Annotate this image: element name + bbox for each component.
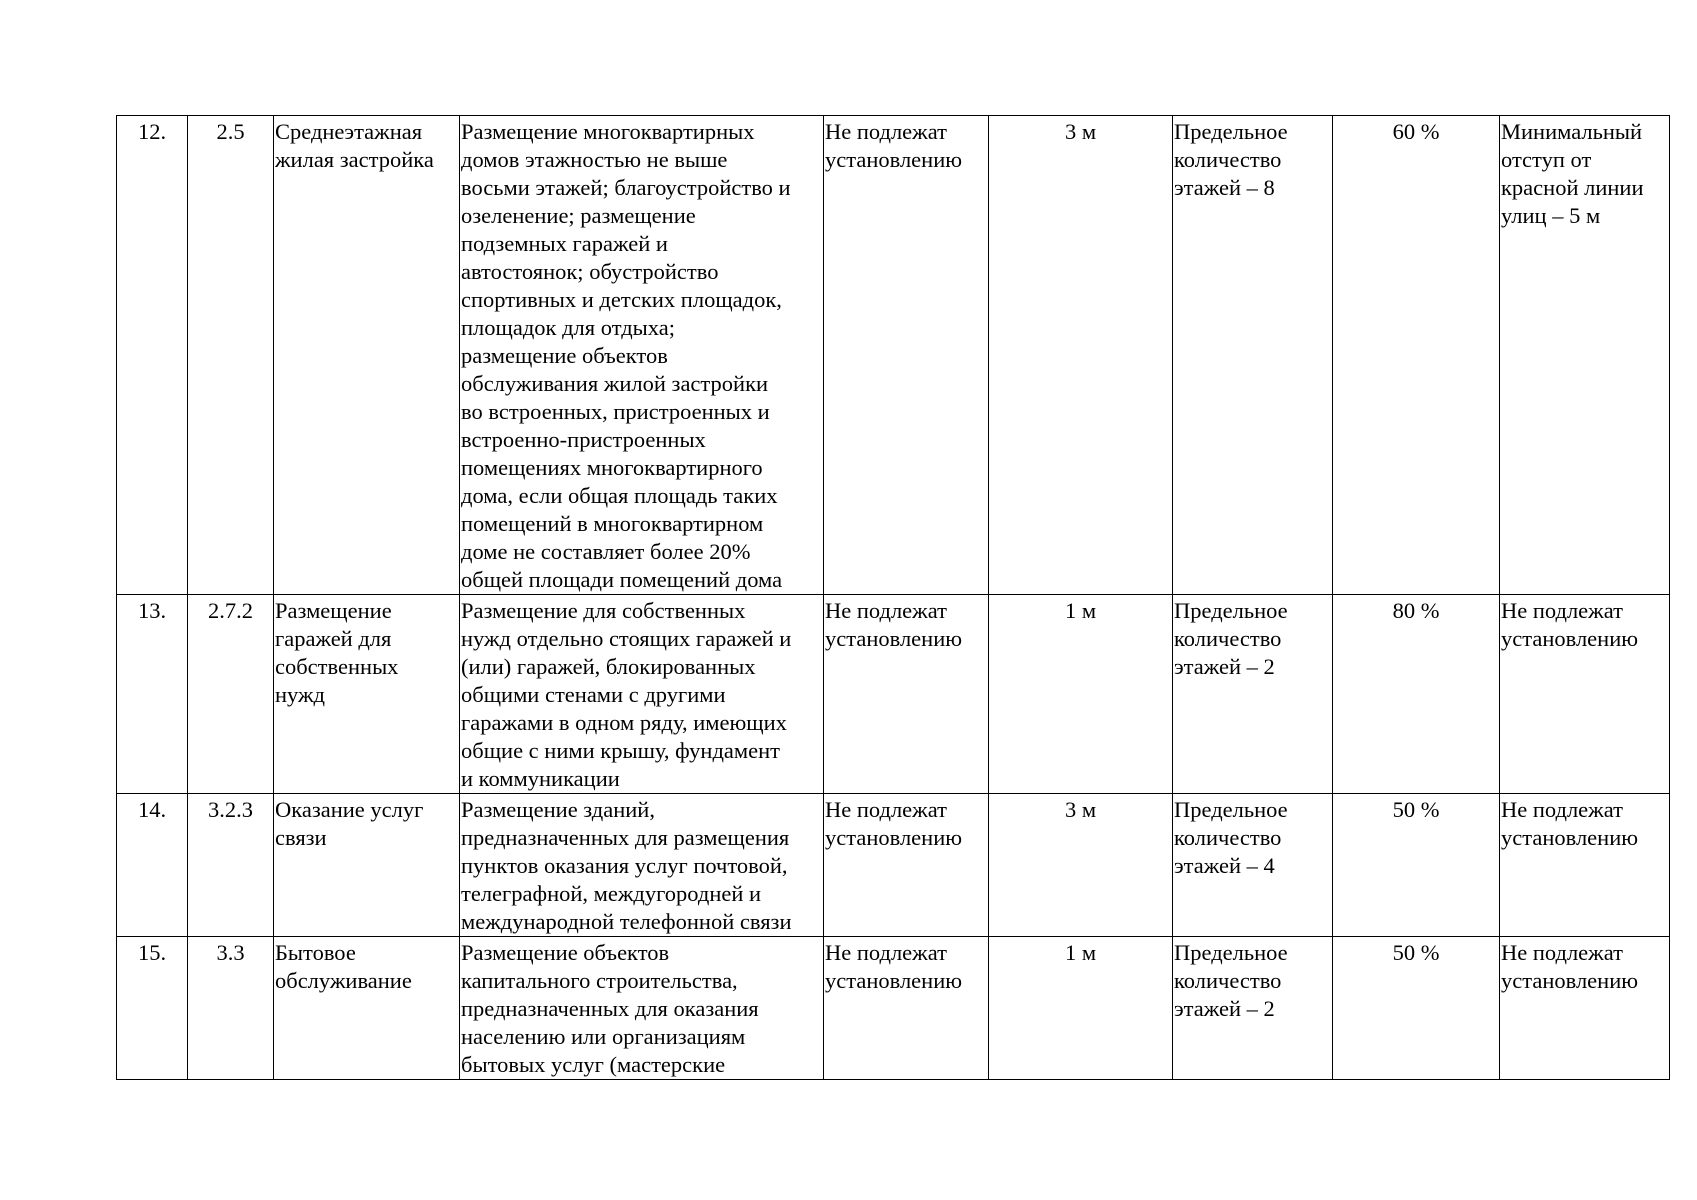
use-code: 3.2.3 <box>188 794 274 937</box>
max-coverage: 50 % <box>1333 794 1500 937</box>
use-name: Бытовое обслуживание <box>274 937 460 1080</box>
zoning-table <box>116 115 1670 1080</box>
use-code: 3.3 <box>188 937 274 1080</box>
plot-area: Не подлежат установлению <box>824 794 989 937</box>
row-number: 12. <box>117 116 188 595</box>
row-number: 13. <box>117 595 188 794</box>
min-setback: 1 м <box>989 937 1173 1080</box>
table-row <box>117 116 1670 595</box>
other-params: Не подлежат установлению <box>1500 937 1670 1080</box>
use-description: Размещение для собственных нужд отдельно стоящих гаражей и (или) гаражей, блокированных общими стенами с другими гаражами в одном ряду, имеющих общие с ними крышу, фундамент и коммуникации <box>460 595 824 794</box>
use-name: Оказание услуг связи <box>274 794 460 937</box>
max-coverage: 50 % <box>1333 937 1500 1080</box>
other-params: Не подлежат установлению <box>1500 595 1670 794</box>
use-code: 2.5 <box>188 116 274 595</box>
other-params: Не подлежат установлению <box>1500 794 1670 937</box>
use-description: Размещение объектов капитального строительства, предназначенных для оказания населению или организациям бытовых услуг (мастерские <box>460 937 824 1080</box>
use-code: 2.7.2 <box>188 595 274 794</box>
max-coverage: 80 % <box>1333 595 1500 794</box>
use-name: Среднеэтажная жилая застройка <box>274 116 460 595</box>
max-floors: Предельное количество этажей – 8 <box>1173 116 1333 595</box>
max-floors: Предельное количество этажей – 2 <box>1173 937 1333 1080</box>
table-row <box>117 794 1670 937</box>
min-setback: 3 м <box>989 116 1173 595</box>
table-row <box>117 595 1670 794</box>
other-params: Минимальный отступ от красной линии улиц – 5 м <box>1500 116 1670 595</box>
max-floors: Предельное количество этажей – 2 <box>1173 595 1333 794</box>
max-coverage: 60 % <box>1333 116 1500 595</box>
plot-area: Не подлежат установлению <box>824 116 989 595</box>
plot-area: Не подлежат установлению <box>824 595 989 794</box>
use-description: Размещение зданий, предназначенных для размещения пунктов оказания услуг почтовой, телеграфной, междугородней и международной телефонной связи <box>460 794 824 937</box>
max-floors: Предельное количество этажей – 4 <box>1173 794 1333 937</box>
use-description: Размещение многоквартирных домов этажностью не выше восьми этажей; благоустройство и озеленение; размещение подземных гаражей и автостоянок; обустройство спортивных и детских площадок, площадок для отдыха; размещение объектов обслуживания жилой застройки во встроенных, пристроенных и встроенно-пристроенных помещениях многоквартирного дома, если общая площадь таких помещений в многоквартирном доме не составляет более 20% общей площади помещений дома <box>460 116 824 595</box>
table-row <box>117 937 1670 1080</box>
min-setback: 3 м <box>989 794 1173 937</box>
row-number: 15. <box>117 937 188 1080</box>
row-number: 14. <box>117 794 188 937</box>
use-name: Размещение гаражей для собственных нужд <box>274 595 460 794</box>
min-setback: 1 м <box>989 595 1173 794</box>
plot-area: Не подлежат установлению <box>824 937 989 1080</box>
